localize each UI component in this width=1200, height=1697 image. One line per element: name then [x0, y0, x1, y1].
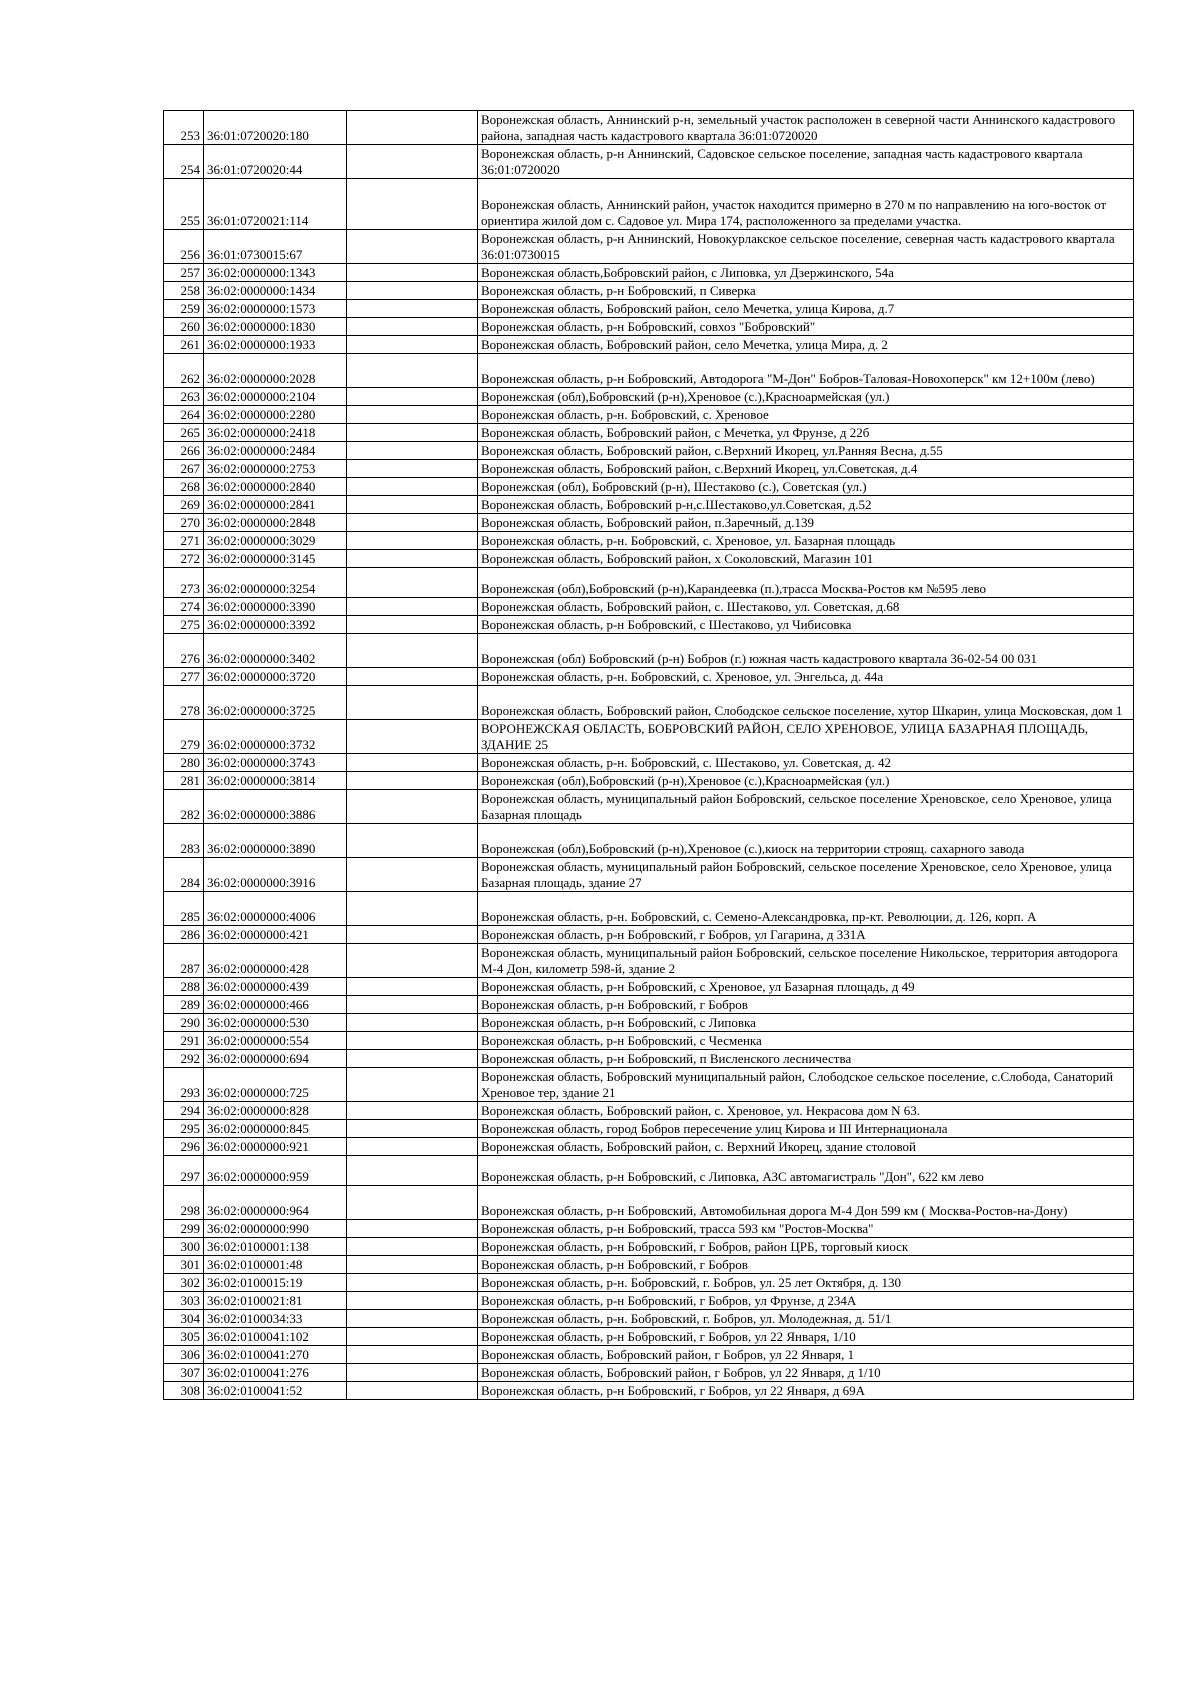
address-cell: Воронежская область, р-н Бобровский, г Бобров, ул Гагарина, д 331А	[478, 926, 1134, 944]
empty-cell	[347, 1382, 478, 1400]
empty-cell	[347, 1220, 478, 1238]
empty-cell	[347, 179, 478, 230]
table-row	[164, 111, 1134, 145]
row-number-cell: 286	[164, 926, 204, 944]
empty-cell	[347, 858, 478, 892]
cadastral-number-cell: 36:02:0000000:3145	[204, 550, 347, 568]
empty-cell	[347, 354, 478, 388]
row-number-cell: 264	[164, 406, 204, 424]
cadastral-number-cell: 36:02:0000000:2841	[204, 496, 347, 514]
row-number-cell: 260	[164, 318, 204, 336]
table-row	[164, 1032, 1134, 1050]
address-cell: Воронежская область, р-н Бобровский, Автодорога "М-Дон" Бобров-Таловая-Новохоперск" км 12+100м (лево)	[478, 354, 1134, 388]
cadastral-number-cell: 36:02:0100034:33	[204, 1310, 347, 1328]
row-number-cell: 283	[164, 824, 204, 858]
address-cell: Воронежская область, р-н Бобровский, с Чесменка	[478, 1032, 1134, 1050]
table-row	[164, 1014, 1134, 1032]
address-cell: Воронежская область,Бобровский район, с Липовка, ул Дзержинского, 54а	[478, 264, 1134, 282]
address-cell: Воронежская область, р-н. Бобровский, с. Хреновое	[478, 406, 1134, 424]
cadastral-number-cell: 36:02:0000000:2104	[204, 388, 347, 406]
cadastral-table	[163, 110, 1134, 1400]
cadastral-number-cell: 36:02:0000000:964	[204, 1186, 347, 1220]
cadastral-number-cell: 36:02:0100041:276	[204, 1364, 347, 1382]
address-cell: Воронежская область, Бобровский район, с.Верхний Икорец, ул.Советская, д.4	[478, 460, 1134, 478]
empty-cell	[347, 336, 478, 354]
empty-cell	[347, 1156, 478, 1186]
cadastral-number-cell: 36:02:0000000:421	[204, 926, 347, 944]
table-row	[164, 772, 1134, 790]
table-row	[164, 532, 1134, 550]
empty-cell	[347, 460, 478, 478]
row-number-cell: 287	[164, 944, 204, 978]
address-cell: Воронежская область, р-н Бобровский, с Хреновое, ул Базарная площадь, д 49	[478, 978, 1134, 996]
table-row	[164, 514, 1134, 532]
row-number-cell: 262	[164, 354, 204, 388]
table-row	[164, 926, 1134, 944]
row-number-cell: 296	[164, 1138, 204, 1156]
row-number-cell: 256	[164, 230, 204, 264]
cadastral-number-cell: 36:02:0000000:3392	[204, 616, 347, 634]
row-number-cell: 255	[164, 179, 204, 230]
address-cell: Воронежская область, Бобровский район, г Бобров, ул 22 Января, 1	[478, 1346, 1134, 1364]
address-cell: Воронежская (обл),Бобровский (р-н),Хреновое (с.),Красноармейская (ул.)	[478, 388, 1134, 406]
table-row	[164, 424, 1134, 442]
cadastral-number-cell: 36:02:0000000:3725	[204, 686, 347, 720]
cadastral-number-cell: 36:02:0000000:439	[204, 978, 347, 996]
table-row	[164, 388, 1134, 406]
table-row	[164, 1274, 1134, 1292]
cadastral-number-cell: 36:01:0720020:44	[204, 145, 347, 179]
cadastral-number-cell: 36:02:0000000:2848	[204, 514, 347, 532]
address-cell: Воронежская область, р-н. Бобровский, с. Хреновое, ул. Базарная площадь	[478, 532, 1134, 550]
address-cell: Воронежская область, р-н Бобровский, г Бобров, ул Фрунзе, д 234А	[478, 1292, 1134, 1310]
table-row	[164, 1364, 1134, 1382]
table-row	[164, 996, 1134, 1014]
empty-cell	[347, 478, 478, 496]
table-row	[164, 1328, 1134, 1346]
table-row	[164, 442, 1134, 460]
row-number-cell: 294	[164, 1102, 204, 1120]
row-number-cell: 273	[164, 568, 204, 598]
empty-cell	[347, 514, 478, 532]
row-number-cell: 269	[164, 496, 204, 514]
address-cell: Воронежская область, Бобровский р-н,с.Шестаково,ул.Советская, д.52	[478, 496, 1134, 514]
cadastral-number-cell: 36:02:0000000:3390	[204, 598, 347, 616]
row-number-cell: 253	[164, 111, 204, 145]
table-row	[164, 616, 1134, 634]
empty-cell	[347, 616, 478, 634]
cadastral-number-cell: 36:02:0000000:530	[204, 1014, 347, 1032]
table-row	[164, 668, 1134, 686]
empty-cell	[347, 996, 478, 1014]
row-number-cell: 276	[164, 634, 204, 668]
empty-cell	[347, 634, 478, 668]
row-number-cell: 299	[164, 1220, 204, 1238]
cadastral-number-cell: 36:02:0000000:990	[204, 1220, 347, 1238]
empty-cell	[347, 264, 478, 282]
table-row	[164, 282, 1134, 300]
table-row	[164, 944, 1134, 978]
table-row	[164, 406, 1134, 424]
empty-cell	[347, 1138, 478, 1156]
empty-cell	[347, 978, 478, 996]
table-row	[164, 1256, 1134, 1274]
row-number-cell: 293	[164, 1068, 204, 1102]
row-number-cell: 295	[164, 1120, 204, 1138]
address-cell: Воронежская (обл),Бобровский (р-н),Карандеевка (п.),трасса Москва-Ростов км №595 лево	[478, 568, 1134, 598]
table-row	[164, 1310, 1134, 1328]
row-number-cell: 289	[164, 996, 204, 1014]
table-row	[164, 1050, 1134, 1068]
cadastral-number-cell: 36:02:0000000:959	[204, 1156, 347, 1186]
address-cell: Воронежская область, Бобровский район, с.Верхний Икорец, ул.Ранняя Весна, д.55	[478, 442, 1134, 460]
cadastral-number-cell: 36:02:0100041:102	[204, 1328, 347, 1346]
cadastral-number-cell: 36:02:0000000:554	[204, 1032, 347, 1050]
empty-cell	[347, 230, 478, 264]
address-cell: Воронежская область, Бобровский район, с. Хреновое, ул. Некрасова дом N 63.	[478, 1102, 1134, 1120]
table-row	[164, 179, 1134, 230]
empty-cell	[347, 1102, 478, 1120]
cadastral-number-cell: 36:02:0100001:48	[204, 1256, 347, 1274]
address-cell: Воронежская область, р-н Бобровский, г Бобров, ул 22 Января, 1/10	[478, 1328, 1134, 1346]
row-number-cell: 278	[164, 686, 204, 720]
cadastral-number-cell: 36:02:0000000:725	[204, 1068, 347, 1102]
row-number-cell: 280	[164, 754, 204, 772]
address-cell: Воронежская (обл),Бобровский (р-н),Хреновое (с.),киоск на территории строящ. сахарного завода	[478, 824, 1134, 858]
table-row	[164, 1156, 1134, 1186]
cadastral-number-cell: 36:02:0000000:1434	[204, 282, 347, 300]
row-number-cell: 254	[164, 145, 204, 179]
cadastral-number-cell: 36:02:0100041:270	[204, 1346, 347, 1364]
row-number-cell: 263	[164, 388, 204, 406]
table-row	[164, 1068, 1134, 1102]
empty-cell	[347, 824, 478, 858]
table-row	[164, 230, 1134, 264]
row-number-cell: 281	[164, 772, 204, 790]
table-row	[164, 1292, 1134, 1310]
address-cell: Воронежская область, р-н Бобровский, п Сиверка	[478, 282, 1134, 300]
row-number-cell: 274	[164, 598, 204, 616]
empty-cell	[347, 1238, 478, 1256]
empty-cell	[347, 944, 478, 978]
row-number-cell: 291	[164, 1032, 204, 1050]
address-cell: Воронежская область, р-н. Бобровский, г. Бобров, ул. 25 лет Октября, д. 130	[478, 1274, 1134, 1292]
address-cell: Воронежская область, р-н. Бобровский, г. Бобров, ул. Молодежная, д. 51/1	[478, 1310, 1134, 1328]
empty-cell	[347, 282, 478, 300]
row-number-cell: 304	[164, 1310, 204, 1328]
row-number-cell: 279	[164, 720, 204, 754]
cadastral-number-cell: 36:02:0100015:19	[204, 1274, 347, 1292]
table-row	[164, 354, 1134, 388]
cadastral-number-cell: 36:02:0100041:52	[204, 1382, 347, 1400]
row-number-cell: 267	[164, 460, 204, 478]
table-row	[164, 1138, 1134, 1156]
address-cell: Воронежская область, Аннинский район, участок находится примерно в 270 м по направлению на юго-восток от ориентира жилой дом с. Садовое ул. Мира 174, расположенного за пределами участка.	[478, 179, 1134, 230]
empty-cell	[347, 1292, 478, 1310]
empty-cell	[347, 145, 478, 179]
cadastral-number-cell: 36:02:0000000:845	[204, 1120, 347, 1138]
row-number-cell: 298	[164, 1186, 204, 1220]
address-cell: Воронежская область, муниципальный район Бобровский, сельское поселение Хреновское, село Хреновое, улица Базарная площадь, здание 27	[478, 858, 1134, 892]
empty-cell	[347, 598, 478, 616]
row-number-cell: 288	[164, 978, 204, 996]
address-cell: Воронежская область, р-н Бобровский, с Шестаково, ул Чибисовка	[478, 616, 1134, 634]
table-row	[164, 568, 1134, 598]
empty-cell	[347, 686, 478, 720]
empty-cell	[347, 1256, 478, 1274]
cadastral-number-cell: 36:02:0000000:3402	[204, 634, 347, 668]
row-number-cell: 305	[164, 1328, 204, 1346]
empty-cell	[347, 532, 478, 550]
cadastral-number-cell: 36:02:0000000:2280	[204, 406, 347, 424]
empty-cell	[347, 754, 478, 772]
table-row	[164, 1220, 1134, 1238]
cadastral-number-cell: 36:02:0000000:3720	[204, 668, 347, 686]
empty-cell	[347, 1274, 478, 1292]
table-row	[164, 1382, 1134, 1400]
row-number-cell: 261	[164, 336, 204, 354]
address-cell: Воронежская (обл), Бобровский (р-н), Шестаково (с.), Советская (ул.)	[478, 478, 1134, 496]
row-number-cell: 290	[164, 1014, 204, 1032]
table-row	[164, 478, 1134, 496]
address-cell: ВОРОНЕЖСКАЯ ОБЛАСТЬ, БОБРОВСКИЙ РАЙОН, СЕЛО ХРЕНОВОЕ, УЛИЦА БАЗАРНАЯ ПЛОЩАДЬ, ЗДАНИЕ 25	[478, 720, 1134, 754]
empty-cell	[347, 424, 478, 442]
cadastral-number-cell: 36:02:0000000:4006	[204, 892, 347, 926]
table-row	[164, 754, 1134, 772]
address-cell: Воронежская область, Бобровский район, село Мечетка, улица Мира, д. 2	[478, 336, 1134, 354]
cadastral-number-cell: 36:02:0000000:2484	[204, 442, 347, 460]
empty-cell	[347, 406, 478, 424]
table-row	[164, 978, 1134, 996]
cadastral-number-cell: 36:02:0000000:2418	[204, 424, 347, 442]
table-row	[164, 460, 1134, 478]
cadastral-number-cell: 36:02:0000000:466	[204, 996, 347, 1014]
cadastral-number-cell: 36:02:0000000:2840	[204, 478, 347, 496]
table-row	[164, 145, 1134, 179]
cadastral-number-cell: 36:02:0000000:828	[204, 1102, 347, 1120]
row-number-cell: 272	[164, 550, 204, 568]
cadastral-number-cell: 36:02:0000000:3029	[204, 532, 347, 550]
table-row	[164, 1102, 1134, 1120]
empty-cell	[347, 1120, 478, 1138]
cadastral-number-cell: 36:02:0000000:3886	[204, 790, 347, 824]
cadastral-number-cell: 36:02:0000000:1573	[204, 300, 347, 318]
address-cell: Воронежская область, р-н Бобровский, г Бобров, район ЦРБ, торговый киоск	[478, 1238, 1134, 1256]
table-row	[164, 1346, 1134, 1364]
cadastral-number-cell: 36:02:0000000:2753	[204, 460, 347, 478]
table-row	[164, 264, 1134, 282]
table-row	[164, 336, 1134, 354]
empty-cell	[347, 388, 478, 406]
cadastral-number-cell: 36:02:0000000:3254	[204, 568, 347, 598]
table-row	[164, 300, 1134, 318]
empty-cell	[347, 1310, 478, 1328]
cadastral-number-cell: 36:02:0000000:1933	[204, 336, 347, 354]
cadastral-number-cell: 36:02:0000000:3916	[204, 858, 347, 892]
empty-cell	[347, 1346, 478, 1364]
address-cell: Воронежская область, р-н Бобровский, совхоз "Бобровский"	[478, 318, 1134, 336]
address-cell: Воронежская область, Бобровский район, х Соколовский, Магазин 101	[478, 550, 1134, 568]
empty-cell	[347, 772, 478, 790]
row-number-cell: 257	[164, 264, 204, 282]
empty-cell	[347, 1050, 478, 1068]
table-row	[164, 1120, 1134, 1138]
table-row	[164, 824, 1134, 858]
address-cell: Воронежская область, р-н Бобровский, с Липовка	[478, 1014, 1134, 1032]
table-row	[164, 598, 1134, 616]
empty-cell	[347, 1032, 478, 1050]
empty-cell	[347, 568, 478, 598]
row-number-cell: 277	[164, 668, 204, 686]
empty-cell	[347, 442, 478, 460]
address-cell: Воронежская область, Бобровский район, с. Шестаково, ул. Советская, д.68	[478, 598, 1134, 616]
row-number-cell: 270	[164, 514, 204, 532]
address-cell: Воронежская область, Бобровский район, с. Верхний Икорец, здание столовой	[478, 1138, 1134, 1156]
cadastral-number-cell: 36:01:0720021:114	[204, 179, 347, 230]
cadastral-number-cell: 36:02:0000000:3732	[204, 720, 347, 754]
address-cell: Воронежская область, Бобровский район, Слободское сельское поселение, хутор Шкарин, улица Московская, дом 1	[478, 686, 1134, 720]
empty-cell	[347, 300, 478, 318]
row-number-cell: 275	[164, 616, 204, 634]
empty-cell	[347, 926, 478, 944]
row-number-cell: 259	[164, 300, 204, 318]
table-row	[164, 634, 1134, 668]
row-number-cell: 302	[164, 1274, 204, 1292]
row-number-cell: 271	[164, 532, 204, 550]
cadastral-number-cell: 36:02:0000000:694	[204, 1050, 347, 1068]
row-number-cell: 297	[164, 1156, 204, 1186]
empty-cell	[347, 1014, 478, 1032]
row-number-cell: 258	[164, 282, 204, 300]
address-cell: Воронежская область, р-н Бобровский, г Бобров, ул 22 Января, д 69А	[478, 1382, 1134, 1400]
address-cell: Воронежская область, Аннинский р-н, земельный участок расположен в северной части Аннинского кадастрового района, западная часть кадастрового квартала 36:01:0720020	[478, 111, 1134, 145]
table-row	[164, 496, 1134, 514]
row-number-cell: 285	[164, 892, 204, 926]
address-cell: Воронежская область, р-н Бобровский, п Висленского лесничества	[478, 1050, 1134, 1068]
empty-cell	[347, 496, 478, 514]
table-row	[164, 720, 1134, 754]
row-number-cell: 266	[164, 442, 204, 460]
row-number-cell: 300	[164, 1238, 204, 1256]
address-cell: Воронежская область, р-н Бобровский, Автомобильная дорога М-4 Дон 599 км ( Москва-Ростов-на-Дону)	[478, 1186, 1134, 1220]
table-row	[164, 858, 1134, 892]
cadastral-number-cell: 36:02:0000000:921	[204, 1138, 347, 1156]
address-cell: Воронежская область, р-н Аннинский, Новокурлакское сельское поселение, северная часть кадастрового квартала 36:01:0730015	[478, 230, 1134, 264]
empty-cell	[347, 1068, 478, 1102]
address-cell: Воронежская область, р-н Бобровский, трасса 593 км "Ростов-Москва"	[478, 1220, 1134, 1238]
table-body	[164, 111, 1134, 1400]
empty-cell	[347, 1186, 478, 1220]
cadastral-number-cell: 36:01:0720020:180	[204, 111, 347, 145]
address-cell: Воронежская область, муниципальный район Бобровский, сельское поселение Никольское, территория автодорога М-4 Дон, километр 598-й, здание 2	[478, 944, 1134, 978]
address-cell: Воронежская область, Бобровский муниципальный район, Слободское сельское поселение, с.Слобода, Санаторий Хреновое тер, здание 21	[478, 1068, 1134, 1102]
address-cell: Воронежская область, Бобровский район, село Мечетка, улица Кирова, д.7	[478, 300, 1134, 318]
cadastral-number-cell: 36:02:0000000:1343	[204, 264, 347, 282]
row-number-cell: 284	[164, 858, 204, 892]
cadastral-number-cell: 36:02:0100021:81	[204, 1292, 347, 1310]
empty-cell	[347, 668, 478, 686]
cadastral-number-cell: 36:02:0000000:2028	[204, 354, 347, 388]
empty-cell	[347, 111, 478, 145]
row-number-cell: 306	[164, 1346, 204, 1364]
cadastral-number-cell: 36:02:0000000:1830	[204, 318, 347, 336]
cadastral-number-cell: 36:02:0000000:3890	[204, 824, 347, 858]
table-row	[164, 550, 1134, 568]
table-row	[164, 318, 1134, 336]
table-row	[164, 686, 1134, 720]
row-number-cell: 307	[164, 1364, 204, 1382]
row-number-cell: 265	[164, 424, 204, 442]
row-number-cell: 268	[164, 478, 204, 496]
table-row	[164, 1186, 1134, 1220]
address-cell: Воронежская область, Бобровский район, с Мечетка, ул Фрунзе, д 22б	[478, 424, 1134, 442]
empty-cell	[347, 550, 478, 568]
table-row	[164, 1238, 1134, 1256]
address-cell: Воронежская область, Бобровский район, г Бобров, ул 22 Января, д 1/10	[478, 1364, 1134, 1382]
empty-cell	[347, 1328, 478, 1346]
address-cell: Воронежская область, р-н. Бобровский, с. Семено-Александровка, пр-кт. Революции, д. 126, корп. А	[478, 892, 1134, 926]
cadastral-number-cell: 36:02:0000000:3814	[204, 772, 347, 790]
address-cell: Воронежская область, Бобровский район, п.Заречный, д.139	[478, 514, 1134, 532]
row-number-cell: 301	[164, 1256, 204, 1274]
empty-cell	[347, 1364, 478, 1382]
row-number-cell: 308	[164, 1382, 204, 1400]
empty-cell	[347, 790, 478, 824]
empty-cell	[347, 318, 478, 336]
address-cell: Воронежская (обл),Бобровский (р-н),Хреновое (с.),Красноармейская (ул.)	[478, 772, 1134, 790]
cadastral-number-cell: 36:02:0000000:428	[204, 944, 347, 978]
row-number-cell: 303	[164, 1292, 204, 1310]
address-cell: Воронежская область, р-н Бобровский, с Липовка, АЗС автомагистраль "Дон", 622 км лево	[478, 1156, 1134, 1186]
table-row	[164, 790, 1134, 824]
address-cell: Воронежская область, муниципальный район Бобровский, сельское поселение Хреновское, село Хреновое, улица Базарная площадь	[478, 790, 1134, 824]
address-cell: Воронежская (обл) Бобровский (р-н) Бобров (г.) южная часть кадастрового квартала 36-02-54 00 031	[478, 634, 1134, 668]
address-cell: Воронежская область, р-н Бобровский, г Бобров	[478, 1256, 1134, 1274]
row-number-cell: 282	[164, 790, 204, 824]
empty-cell	[347, 720, 478, 754]
address-cell: Воронежская область, р-н Бобровский, г Бобров	[478, 996, 1134, 1014]
address-cell: Воронежская область, р-н Аннинский, Садовское сельское поселение, западная часть кадастрового квартала 36:01:0720020	[478, 145, 1134, 179]
cadastral-number-cell: 36:02:0100001:138	[204, 1238, 347, 1256]
address-cell: Воронежская область, р-н. Бобровский, с. Хреновое, ул. Энгельса, д. 44а	[478, 668, 1134, 686]
cadastral-number-cell: 36:02:0000000:3743	[204, 754, 347, 772]
address-cell: Воронежская область, р-н. Бобровский, с. Шестаково, ул. Советская, д. 42	[478, 754, 1134, 772]
row-number-cell: 292	[164, 1050, 204, 1068]
cadastral-number-cell: 36:01:0730015:67	[204, 230, 347, 264]
empty-cell	[347, 892, 478, 926]
table-row	[164, 892, 1134, 926]
address-cell: Воронежская область, город Бобров пересечение улиц Кирова и III Интернационала	[478, 1120, 1134, 1138]
